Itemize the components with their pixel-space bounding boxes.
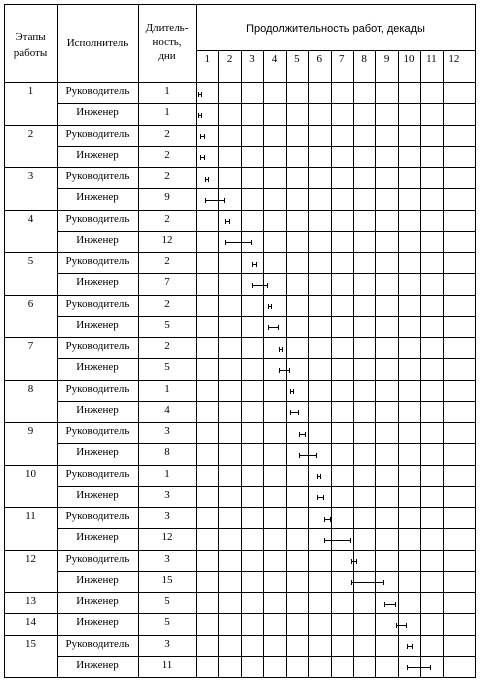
duration-days: 15 [161,574,173,586]
executor-name: Инженер [76,616,119,628]
duration-days: 5 [164,616,170,628]
table-row-divider [4,125,475,126]
stage-number: 15 [25,638,36,650]
duration-days: 2 [164,213,170,225]
gantt-bar [384,604,395,605]
executor-name: Руководитель [65,468,130,480]
gantt-bar [279,349,283,350]
gantt-bar [205,179,209,180]
executor-name: Инженер [76,276,119,288]
table-row-divider [4,252,475,253]
table-row-divider [57,443,475,444]
table-row-divider [57,401,475,402]
decade-divider [398,50,399,677]
table-row-divider [57,528,475,529]
table-row-divider [57,146,475,147]
stage-number: 10 [25,468,36,480]
decade-number-3: 3 [249,53,255,65]
table-row-divider [57,486,475,487]
gantt-bar [198,94,202,95]
table-row-divider [57,273,475,274]
decade-divider [241,50,242,677]
gantt-bar [290,391,294,392]
gantt-bar [351,582,385,583]
executor-name: Инженер [76,531,119,543]
duration-days: 9 [164,191,170,203]
stage-number: 5 [27,255,34,267]
gantt-bar [268,327,279,328]
gantt-bar [225,221,229,222]
executor-name: Инженер [76,149,119,161]
stage-number: 12 [25,553,36,565]
duration-days: 12 [161,531,173,543]
executor-name: Руководитель [65,425,130,437]
duration-days: 2 [164,170,170,182]
table-row-divider [57,358,475,359]
executor-name: Руководитель [65,638,130,650]
decade-number-2: 2 [226,53,233,65]
stage-number: 3 [27,170,34,182]
table-row-divider [4,422,475,423]
gantt-bar [252,264,256,265]
table-row-divider [57,188,475,189]
gantt-bar [324,540,351,541]
decade-divider [263,50,264,677]
gantt-bar [299,455,317,456]
duration-days: 2 [164,149,170,161]
header-duration-label: Длитель- [145,22,189,34]
executor-name: Инженер [76,659,119,671]
duration-days: 3 [164,425,170,437]
gantt-bar [407,646,414,647]
executor-name: Инженер [76,595,119,607]
gantt-bar [396,625,407,626]
decade-number-9: 9 [383,53,390,65]
table-row-divider [4,592,475,593]
gantt-bar [200,136,204,137]
gantt-bar [317,476,321,477]
executor-name: Руководитель [65,170,130,182]
table-row-divider [4,295,475,296]
table-border-right [475,4,476,677]
decade-number-7: 7 [338,53,345,65]
duration-days: 2 [164,128,170,140]
gantt-bar [351,561,358,562]
gantt-bar [324,519,331,520]
executor-name: Руководитель [65,553,130,565]
executor-name: Инженер [76,234,119,246]
decade-divider [443,50,444,677]
stage-number: 4 [27,213,34,225]
decade-number-8: 8 [361,53,367,65]
decade-divider [286,50,287,677]
decade-number-10: 10 [403,53,415,65]
table-row-divider [4,465,475,466]
decade-number-5: 5 [294,53,300,65]
duration-days: 1 [164,383,170,395]
executor-name: Руководитель [65,383,130,395]
gantt-bar [317,497,324,498]
table-row-divider [57,231,475,232]
table-row-divider [57,316,475,317]
gantt-bar [205,200,225,201]
executor-name: Руководитель [65,340,130,352]
header-divider-bottom [4,82,475,83]
table-row-divider [4,550,475,551]
table-row-divider [57,656,475,657]
table-row-divider [57,103,475,104]
header-duration-label: ность, [152,36,182,48]
executor-name: Инженер [76,361,119,373]
decade-divider [420,50,421,677]
executor-name: Руководитель [65,213,130,225]
table-row-divider [4,613,475,614]
duration-days: 8 [164,446,170,458]
gantt-bar [268,306,272,307]
duration-days: 5 [164,595,170,607]
gantt-bar [225,242,252,243]
gantt-bar [252,285,268,286]
executor-name: Инженер [76,446,119,458]
executor-name: Руководитель [65,85,130,97]
header-stage-label: работы [13,47,48,59]
duration-days: 1 [164,106,170,118]
table-border-bottom [4,677,476,678]
stage-number: 11 [25,510,36,522]
header-stage-label: Этапы [15,31,46,43]
executor-name: Руководитель [65,510,130,522]
duration-days: 2 [164,255,170,267]
decade-number-1: 1 [204,53,210,65]
duration-days: 2 [164,298,170,310]
decade-divider [218,50,219,677]
header-executor-label: Исполнитель [66,37,129,49]
stage-number: 2 [27,128,34,140]
stage-number: 13 [25,595,36,607]
executor-name: Руководитель [65,298,130,310]
executor-name: Инженер [76,106,119,118]
stage-number: 1 [27,85,34,97]
decade-divider [331,50,332,677]
table-row-divider [4,507,475,508]
duration-days: 12 [161,234,173,246]
header-duration-label: дни [158,50,176,62]
gantt-bar [200,157,204,158]
duration-days: 5 [164,361,170,373]
duration-days: 3 [164,638,170,650]
gantt-bar [299,434,306,435]
duration-days: 1 [164,85,170,97]
gantt-bar [198,115,202,116]
duration-days: 1 [164,468,170,480]
duration-days: 3 [164,489,170,501]
duration-days: 3 [164,553,170,565]
table-row-divider [4,380,475,381]
stage-number: 8 [27,383,34,395]
executor-name: Инженер [76,574,119,586]
stage-number: 6 [27,298,34,310]
table-border-top [4,4,475,5]
duration-days: 7 [164,276,170,288]
decade-divider [308,50,309,677]
gantt-bar [279,370,290,371]
duration-days: 4 [164,404,170,416]
header-period-label: Продолжительность работ, декады [246,23,425,35]
gantt-bar [290,412,299,413]
decade-number-12: 12 [448,53,460,65]
gantt-bar [407,667,432,668]
executor-name: Руководитель [65,255,130,267]
executor-name: Инженер [76,404,119,416]
duration-days: 3 [164,510,170,522]
decade-number-11: 11 [426,53,437,65]
decade-number-4: 4 [271,53,278,65]
decade-number-6: 6 [316,53,323,65]
table-row-divider [4,167,475,168]
header-divider-decades [196,50,475,51]
executor-name: Инженер [76,191,119,203]
executor-name: Инженер [76,489,119,501]
duration-days: 2 [164,340,170,352]
stage-number: 7 [27,340,34,352]
table-row-divider [4,210,475,211]
stage-number: 9 [27,425,34,437]
executor-name: Руководитель [65,128,130,140]
stage-number: 14 [25,616,36,628]
table-row-divider [57,571,475,572]
duration-days: 11 [161,659,173,671]
column-divider-decades [196,4,197,677]
duration-days: 5 [164,319,170,331]
table-row-divider [4,337,475,338]
table-row-divider [4,635,475,636]
executor-name: Инженер [76,319,119,331]
